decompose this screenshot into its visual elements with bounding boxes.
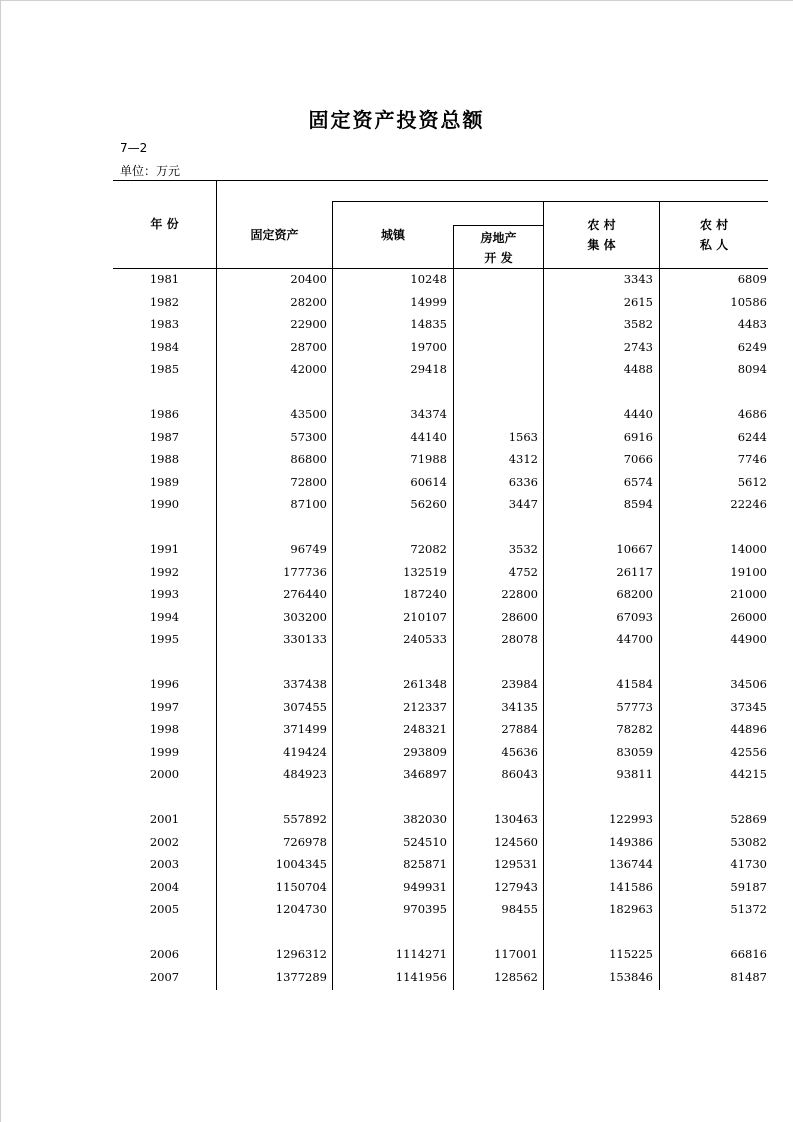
rural-private-cell: 7746 (737, 452, 767, 466)
fixed-assets-cell: 43500 (290, 407, 327, 421)
table-row (113, 673, 768, 695)
real-estate-cell: 34135 (501, 699, 538, 714)
table-row (113, 538, 768, 560)
rural-private-cell: 21000 (730, 587, 767, 601)
header-rural-private-line1: 农 村 (699, 218, 729, 232)
rural-collective-cell: 149386 (609, 834, 653, 849)
table-row (113, 696, 768, 718)
city-cell: 34374 (410, 407, 447, 421)
rural-collective-cell: 153846 (609, 969, 653, 984)
fixed-assets-cell: 28700 (290, 339, 327, 354)
year-cell: 1996 (149, 677, 180, 691)
rural-private-cell: 52869 (730, 812, 767, 826)
rural-private-cell: 41730 (730, 857, 767, 871)
rural-collective-cell: 93811 (616, 767, 653, 781)
fixed-assets-cell: 1296312 (275, 947, 327, 961)
rural-collective-cell: 78282 (616, 722, 653, 736)
city-cell: 1114271 (395, 947, 447, 961)
fixed-assets-cell: 177736 (283, 564, 327, 579)
fixed-assets-cell: 419424 (283, 744, 327, 759)
year-cell: 2001 (149, 812, 180, 826)
real-estate-cell: 4312 (508, 452, 538, 466)
real-estate-cell: 86043 (501, 767, 538, 781)
city-cell: 72082 (410, 542, 447, 556)
city-cell: 44140 (410, 429, 447, 444)
table-row (113, 628, 768, 650)
year-cell: 1999 (149, 744, 180, 759)
rural-collective-cell: 68200 (616, 587, 653, 601)
table-row (113, 426, 768, 448)
real-estate-cell: 3532 (508, 542, 538, 556)
table-row (113, 808, 768, 830)
table-row (113, 943, 768, 965)
table-row (113, 763, 768, 785)
real-estate-cell: 1563 (508, 429, 538, 444)
real-estate-cell: 23984 (501, 677, 538, 691)
year-cell: 1986 (149, 407, 180, 421)
fixed-assets-cell: 484923 (283, 767, 327, 781)
fixed-assets-cell: 96749 (290, 542, 327, 556)
header-sub-rule-top (333, 201, 768, 202)
table-row (113, 358, 768, 380)
rural-collective-cell: 44700 (616, 632, 653, 646)
table-row (113, 853, 768, 875)
city-cell: 524510 (403, 834, 447, 849)
rural-collective-cell: 4488 (623, 362, 653, 376)
fixed-assets-cell: 1377289 (275, 969, 327, 984)
rural-private-cell: 44215 (730, 767, 767, 781)
header-sub-rule-city (453, 225, 543, 226)
page-edge-top (0, 0, 793, 1)
table-row (113, 718, 768, 740)
fixed-assets-cell: 276440 (283, 587, 327, 601)
real-estate-cell: 127943 (494, 879, 538, 894)
rural-private-cell: 4483 (737, 317, 767, 331)
year-cell: 1985 (149, 362, 180, 376)
rural-collective-cell: 67093 (616, 609, 653, 624)
header-rural-collective-line1: 农 村 (587, 218, 616, 232)
rural-private-cell: 22246 (730, 497, 767, 511)
rural-collective-cell: 6916 (623, 429, 653, 444)
year-cell: 1992 (149, 564, 180, 579)
city-cell: 10248 (410, 272, 447, 286)
table-row (113, 493, 768, 515)
rural-private-cell: 59187 (730, 879, 767, 894)
table-row (113, 448, 768, 470)
city-cell: 19700 (410, 339, 447, 354)
city-cell: 248321 (403, 722, 447, 736)
real-estate-cell: 6336 (508, 474, 538, 489)
table-row (113, 606, 768, 628)
city-cell: 56260 (410, 497, 447, 511)
year-cell: 1997 (149, 699, 180, 714)
fixed-assets-cell: 1204730 (275, 902, 327, 916)
city-cell: 29418 (410, 362, 447, 376)
city-cell: 261348 (403, 677, 447, 691)
table-row (113, 561, 768, 583)
rural-private-cell: 81487 (730, 969, 767, 984)
table-number: 7—2 (120, 141, 148, 155)
real-estate-cell: 98455 (501, 902, 538, 916)
rural-collective-cell: 57773 (616, 699, 653, 714)
table-row (113, 966, 768, 988)
city-cell: 14835 (410, 317, 447, 331)
rural-collective-cell: 2615 (623, 294, 653, 309)
rural-collective-cell: 8594 (623, 497, 653, 511)
real-estate-cell: 129531 (494, 857, 538, 871)
rural-private-cell: 6244 (737, 429, 767, 444)
header-real-estate-line2: 开 发 (484, 251, 513, 265)
table-row (113, 741, 768, 763)
rural-private-cell: 66816 (730, 947, 767, 961)
year-cell: 2002 (149, 834, 180, 849)
page-title: 固定资产投资总额 (308, 108, 485, 132)
city-cell: 382030 (403, 812, 447, 826)
header-rural-private-line2: 私 人 (699, 238, 729, 252)
fixed-assets-cell: 307455 (283, 699, 327, 714)
rural-collective-cell: 182963 (609, 902, 653, 916)
fixed-assets-cell: 28200 (290, 294, 327, 309)
table-top-rule (113, 180, 768, 181)
city-cell: 60614 (410, 474, 447, 489)
rural-collective-cell: 141586 (609, 879, 653, 894)
year-cell: 1988 (149, 452, 180, 466)
city-cell: 187240 (403, 587, 447, 601)
table-row (113, 898, 768, 920)
real-estate-cell: 28078 (501, 632, 538, 646)
fixed-assets-cell: 330133 (283, 632, 327, 646)
year-cell: 1990 (149, 497, 180, 511)
fixed-assets-cell: 57300 (290, 429, 327, 444)
page-edge-left (0, 0, 1, 1122)
rural-private-cell: 6809 (737, 272, 767, 286)
rural-collective-cell: 122993 (609, 812, 653, 826)
rural-collective-cell: 4440 (623, 407, 653, 421)
fixed-assets-cell: 86800 (290, 452, 327, 466)
table-row (113, 336, 768, 358)
rural-collective-cell: 41584 (616, 677, 653, 691)
real-estate-cell: 130463 (494, 812, 538, 826)
rural-collective-cell: 10667 (616, 542, 653, 556)
city-cell: 293809 (403, 744, 447, 759)
fixed-assets-cell: 337438 (283, 677, 327, 691)
year-cell: 1984 (149, 339, 180, 354)
real-estate-cell: 22800 (501, 587, 538, 601)
year-cell: 1995 (149, 632, 180, 646)
year-cell: 2003 (149, 857, 180, 871)
year-cell: 1983 (149, 317, 180, 331)
header-year: 年 份 (150, 217, 179, 231)
year-cell: 2004 (149, 879, 180, 894)
year-cell: 1998 (149, 722, 180, 736)
year-cell: 1981 (149, 272, 180, 286)
rural-private-cell: 44900 (730, 632, 767, 646)
rural-private-cell: 53082 (730, 834, 767, 849)
city-cell: 71988 (410, 452, 447, 466)
year-cell: 2006 (149, 947, 180, 961)
header-fixed-assets: 固定资产 (250, 228, 299, 242)
real-estate-cell: 4752 (508, 564, 538, 579)
table-row (113, 583, 768, 605)
fixed-assets-cell: 22900 (290, 317, 327, 331)
rural-collective-cell: 3343 (623, 272, 653, 286)
rural-private-cell: 19100 (730, 564, 767, 579)
year-cell: 2005 (149, 902, 180, 916)
real-estate-cell: 128562 (494, 969, 538, 984)
year-cell: 2000 (149, 767, 180, 781)
city-cell: 240533 (403, 632, 447, 646)
table-row (113, 291, 768, 313)
year-cell: 1989 (149, 474, 180, 489)
rural-collective-cell: 7066 (623, 452, 653, 466)
year-cell: 2007 (149, 969, 180, 984)
year-cell: 1982 (149, 294, 180, 309)
fixed-assets-cell: 1150704 (275, 879, 327, 894)
real-estate-cell: 124560 (494, 834, 538, 849)
city-cell: 212337 (403, 699, 447, 714)
header-rural-collective-line2: 集 体 (587, 238, 616, 252)
header-city: 城镇 (380, 228, 405, 242)
fixed-assets-cell: 72800 (290, 474, 327, 489)
year-cell: 1993 (149, 587, 180, 601)
rural-private-cell: 42556 (730, 744, 767, 759)
fixed-assets-cell: 1004345 (275, 857, 327, 871)
table-row (113, 876, 768, 898)
rural-collective-cell: 26117 (616, 564, 653, 579)
fixed-assets-cell: 87100 (290, 497, 327, 511)
city-cell: 1141956 (395, 969, 447, 984)
city-cell: 970395 (403, 902, 447, 916)
rural-private-cell: 4686 (737, 407, 767, 421)
rural-private-cell: 5612 (737, 474, 767, 489)
rural-private-cell: 8094 (737, 362, 767, 376)
fixed-assets-cell: 42000 (290, 362, 327, 376)
real-estate-cell: 117001 (494, 947, 538, 961)
rural-collective-cell: 136744 (609, 857, 653, 871)
city-cell: 132519 (403, 564, 447, 579)
unit-label: 单位：万元 (120, 164, 181, 178)
rural-private-cell: 51372 (730, 902, 767, 916)
rural-collective-cell: 2743 (623, 339, 653, 354)
real-estate-cell: 27884 (501, 722, 538, 736)
table-row (113, 268, 768, 290)
city-cell: 949931 (403, 879, 447, 894)
rural-collective-cell: 3582 (623, 317, 653, 331)
real-estate-cell: 3447 (508, 497, 538, 511)
rural-private-cell: 34506 (730, 677, 767, 691)
year-cell: 1994 (149, 609, 180, 624)
fixed-assets-cell: 20400 (290, 272, 327, 286)
rural-private-cell: 14000 (730, 542, 767, 556)
year-cell: 1987 (149, 429, 180, 444)
fixed-assets-cell: 557892 (283, 812, 327, 826)
city-cell: 346897 (403, 767, 447, 781)
rural-private-cell: 26000 (730, 609, 767, 624)
rural-private-cell: 44896 (730, 722, 767, 736)
rural-collective-cell: 115225 (609, 947, 653, 961)
city-cell: 825871 (403, 857, 447, 871)
fixed-assets-cell: 303200 (283, 609, 327, 624)
table-row (113, 471, 768, 493)
header-real-estate-line1: 房地产 (480, 231, 517, 245)
real-estate-cell: 45636 (501, 744, 538, 759)
table-row (113, 831, 768, 853)
rural-collective-cell: 83059 (616, 744, 653, 759)
fixed-assets-cell: 371499 (283, 722, 327, 736)
fixed-assets-cell: 726978 (283, 834, 327, 849)
table-row (113, 313, 768, 335)
city-cell: 210107 (403, 609, 447, 624)
rural-private-cell: 10586 (730, 294, 767, 309)
city-cell: 14999 (410, 294, 447, 309)
table-row (113, 403, 768, 425)
rural-private-cell: 37345 (730, 699, 767, 714)
year-cell: 1991 (149, 542, 180, 556)
rural-collective-cell: 6574 (623, 474, 653, 489)
rural-private-cell: 6249 (737, 339, 767, 354)
real-estate-cell: 28600 (501, 609, 538, 624)
